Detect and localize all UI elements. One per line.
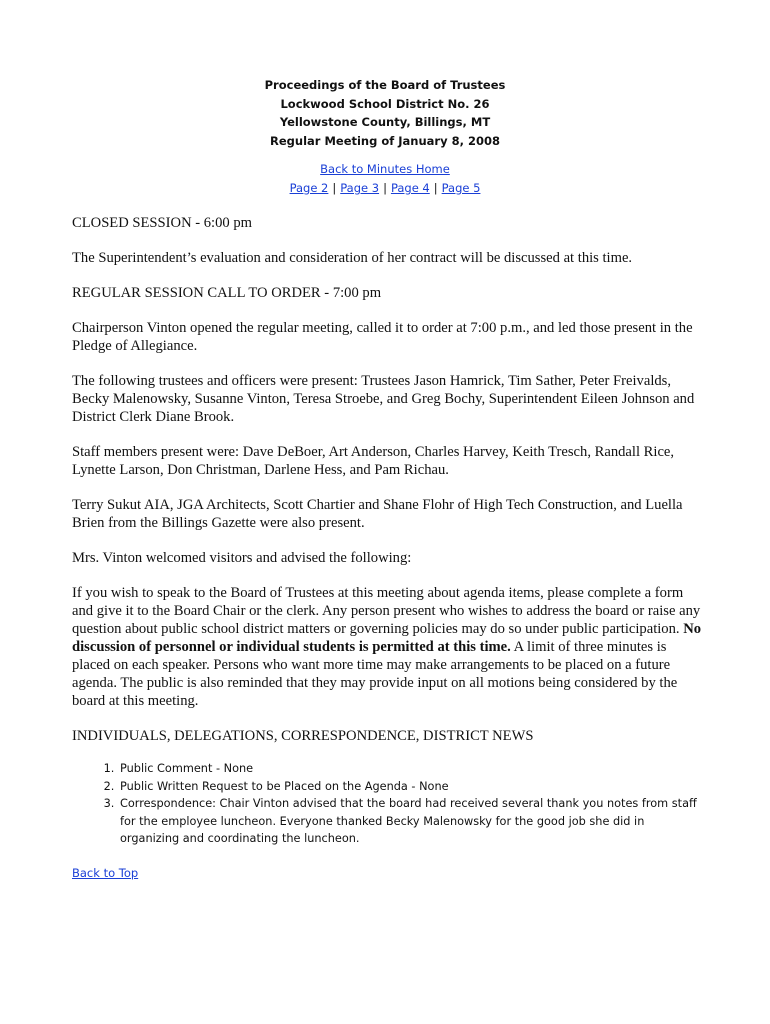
header-location: Yellowstone County, Billings, MT: [279, 115, 491, 129]
staff-present-text: Staff members present were: Dave DeBoer, Art Anderson, Charles Harvey, Keith Tresch, Randall Rice, Lynette Larson, Don Christman, Darlene Hess, and Pam Richau.: [72, 444, 675, 478]
page-separator: |: [433, 181, 438, 195]
header-title: Proceedings of the Board of Trustees: [264, 78, 506, 92]
list-item: 1. Public Comment - None: [118, 760, 702, 778]
individuals-heading: INDIVIDUALS, DELEGATIONS, CORRESPONDENCE, DISTRICT NEWS: [72, 728, 534, 744]
regular-session-heading: REGULAR SESSION CALL TO ORDER - 7:00 pm: [72, 285, 382, 301]
closed-session-heading: CLOSED SESSION - 6:00 pm: [72, 215, 253, 231]
page-links: [0, 179, 770, 198]
page-separator: |: [332, 181, 337, 195]
advisory-text-1: If you wish to speak to the Board of Trustees at this meeting about agenda items, please complete a form and give it to the Board Chair or the clerk. Any person present who wishes to address the board or raise any question about public school district matters or governing policies may do so under public participation.: [72, 585, 701, 637]
document-header: [0, 76, 770, 198]
page-2-link[interactable]: Page 2: [289, 181, 329, 195]
trustees-present-text: The following trustees and officers were present: Trustees Jason Hamrick, Tim Sather, Peter Freivalds, Becky Malenowsky, Susanne Vinton, Teresa Stroebe, and Greg Bochy, Superintendent Eileen Johnson and District Clerk Diane Brook.: [72, 373, 695, 425]
back-to-top-link[interactable]: Back to Top: [72, 865, 139, 880]
list-item: 3. Correspondence: Chair Vinton advised that the board had received several thank you notes from staff for the employee luncheon. Everyone thanked Becky Malenowsky for the good job she did in organizing and coordinating the luncheon.: [118, 795, 702, 848]
call-to-order-text: Chairperson Vinton opened the regular meeting, called it to order at 7:00 p.m., and led those present in the Pledge of Allegiance.: [72, 320, 693, 354]
list-item: 2. Public Written Request to be Placed on the Agenda - None: [118, 778, 702, 796]
page-4-link[interactable]: Page 4: [390, 181, 430, 195]
closed-session-text: The Superintendent’s evaluation and consideration of her contract will be discussed at this time.: [72, 250, 633, 266]
header-district: Lockwood School District No. 26: [280, 96, 490, 111]
page-separator: |: [383, 181, 387, 195]
back-to-minutes-home-link[interactable]: Back to Minutes Home: [320, 162, 450, 176]
advisory-bold-text: No discussion of personnel or individual students is permitted at this time.: [72, 621, 702, 655]
page-3-link[interactable]: Page 3: [340, 181, 380, 195]
advisory-paragraph: [72, 584, 702, 710]
others-present-text: Terry Sukut AIA, JGA Architects, Scott Chartier and Shane Flohr of High Tech Construction, and Luella Brien from the Billings Gazette were also present.: [72, 497, 683, 531]
news-items-list: [72, 760, 702, 848]
header-meeting-date: Regular Meeting of January 8, 2008: [270, 133, 500, 148]
page-5-link[interactable]: Page 5: [441, 181, 481, 195]
advisory-text-2: A limit of three minutes is placed on each speaker. Persons who want more time may make arrangements to be placed on a future agenda. The public is also reminded that they may provide input on all motions being considered by the board at this meeting.: [72, 639, 678, 709]
page-navigation: [0, 160, 770, 198]
welcome-text: Mrs. Vinton welcomed visitors and advised the following:: [72, 550, 412, 566]
minutes-body: [72, 214, 702, 882]
